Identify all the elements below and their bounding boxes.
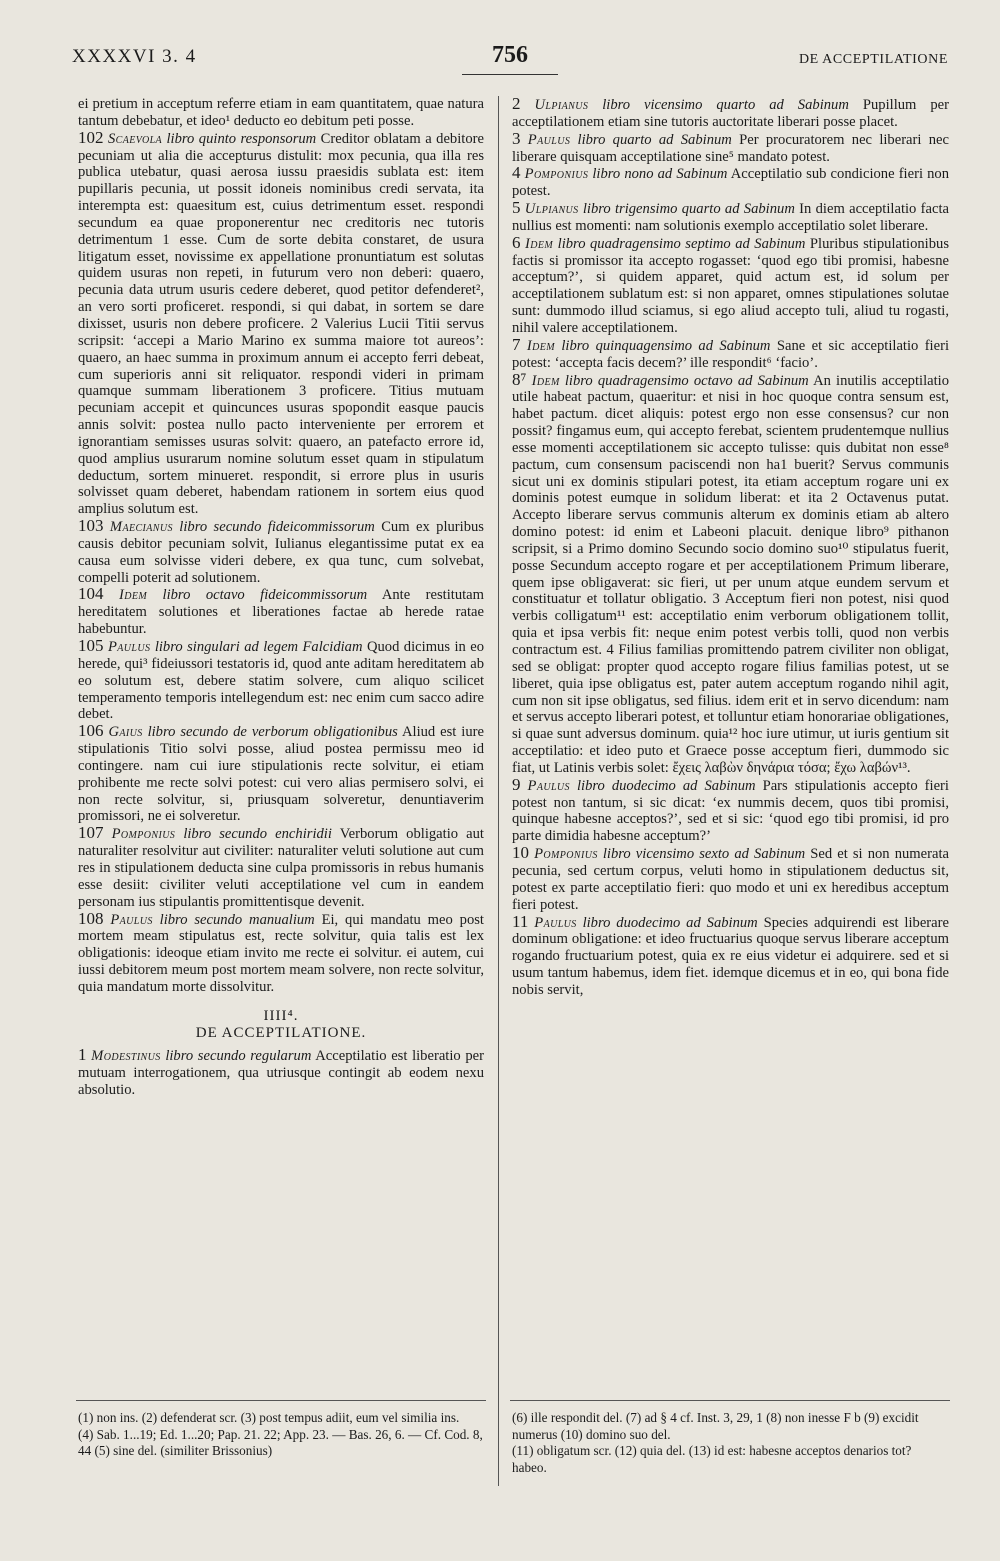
- work-citation: libro duodecimo ad Sabinum: [576, 777, 756, 794]
- work-citation: libro quarto ad Sabinum: [577, 131, 732, 148]
- jurist-name: Idem: [526, 337, 555, 354]
- fragment-number: 6: [512, 232, 521, 252]
- fragment-number: 104: [78, 584, 104, 604]
- running-title: DE ACCEPTILATIONE: [798, 52, 948, 67]
- fragment-text: Pupillum per acceptilationem etiam sine tutoris auctoritate liberari posse placet.: [512, 97, 949, 130]
- fragment-number: 8⁷: [512, 369, 527, 389]
- fragment-number: 9: [512, 774, 521, 794]
- fragment-paragraph: [512, 369, 949, 777]
- fragment-paragraph: [512, 774, 949, 845]
- fragment-number: 4: [512, 163, 521, 183]
- fragment-paragraph: [78, 908, 484, 996]
- fragment-paragraph: [512, 200, 949, 235]
- fragment-paragraph: [78, 1047, 484, 1099]
- fragment-text: Ei, qui mandatu meo post mortem meam stipulatus est, recte solvitur, quia talis est lex obligationis: ideoque etiam invito me recte ei solvitur. ei autem, cui iussi debitorem meum post mortem meam solvere, non recte solvitur, quia mandatum morte dissolvitur.: [78, 911, 484, 995]
- jurist-name: Modestinus: [91, 1048, 161, 1065]
- fragment-paragraph: [512, 96, 949, 131]
- fragment-text: Pluribus stipulationibus factis si promissor ita accepto rogasset: ‘quod ego tibi promisi, habesne acceptum?’, si quidem apparet, quid actum est, id solum per acceptilationem sublatum est: si non apparet, omnes stipulationes solutae sunt: dummodo illud sciamus, si ego aliud accepto tuli, aliud tu rogasti, nihil valere acceptilationem.: [512, 235, 949, 336]
- fragment-text: Verborum obligatio aut naturaliter resolvitur aut civiliter: naturaliter veluti solutione aut cum res in stipulationem deducta sine culpa promissoris in rebus humanis esse desiit: civiliter veluti acceptilatione vel cum in eandem personam ius stipulantis promittentisque devenit.: [78, 826, 484, 910]
- page-number-rule: [462, 74, 558, 75]
- fragment-paragraph: [78, 586, 484, 638]
- jurist-name: Paulus: [110, 911, 153, 928]
- fragment-paragraph: [78, 96, 484, 130]
- footnote-line: (4) Sab. 1...19; Ed. 1...20; Pap. 21. 22; App. 23. — Bas. 26, 6. — Cf. Cod. 8, 44 (5) sine del. (similiter Brissonius): [78, 1426, 483, 1458]
- fragment-number: 108: [78, 908, 104, 928]
- work-citation: libro secundo fideicommissorum: [179, 519, 375, 536]
- work-citation: libro singulari ad legem Falcidiam: [154, 639, 363, 655]
- work-citation: libro trigensimo quarto ad Sabinum: [582, 201, 795, 218]
- work-citation: libro nono ad Sabinum: [592, 166, 728, 183]
- fragment-text: Pars stipulationis accepto fieri potest non tantum, si sic dicat: ‘ex nummis decem, quos tibi promisi, quinque habesne acceptos?’, sed et si sic: ‘quod ego tibi promisi, id pro parte dimidia habesne acceptum?’: [512, 777, 949, 845]
- fragment-paragraph: [512, 128, 949, 166]
- fragment-text: Cum ex pluribus causis debitor pecuniam solvit, Iulianus elegantissime putat ex ea causa eum solvisse videri debere, ex qua tunc, cum solvebat, compelli poterit ad solutionem.: [78, 519, 484, 586]
- fragment-paragraph: [512, 165, 949, 200]
- fragment-number: 106: [78, 721, 104, 741]
- work-citation: libro secundo enchiridii: [183, 826, 332, 843]
- jurist-name: Idem: [531, 372, 560, 389]
- fragment-number: 2: [512, 96, 521, 113]
- fragment-text: Acceptilatio est liberatio per mutuam interrogationem, qua utriusque contingit ab eodem nexu absolutio.: [78, 1048, 484, 1099]
- jurist-name: Maecianus: [109, 519, 173, 536]
- jurist-name: Paulus: [527, 131, 571, 148]
- fragment-paragraph: [78, 638, 484, 723]
- fragment-text: Sed et si non numerata pecunia, sed certum corpus, veluti homo in stipulationem deductus sit, potest ex parte acceptilatio fieri: quo modo et uni ex heredibus acceptum fieri potest.: [512, 846, 949, 913]
- fragment-paragraph: [78, 825, 484, 910]
- fragment-number: 105: [78, 636, 104, 655]
- fragment-paragraph: [78, 518, 484, 586]
- fragment-number: 102: [78, 127, 104, 147]
- fragment-paragraph: [512, 232, 949, 337]
- fragment-text: Aliud est iure stipulationis Titio solvi posse, aliud postea permissu meo id contingere. nam cui iure stipulationis recte solvitur, ei etiam prohibente me recte solvi potest: cui vero alias permisero solvi, ei non recte solvitur, si, priusquam solveretur, denuntiaverim promissori, ne ei solveretur.: [78, 724, 484, 825]
- footnotes-right: [512, 1410, 949, 1476]
- jurist-name: Paulus: [527, 777, 570, 794]
- fragment-text: In diem acceptilatio facta nullius est momenti: nam solutionis exemplo acceptilatio solet liberare.: [512, 201, 949, 234]
- work-citation: libro vicensimo quarto ad Sabinum: [602, 97, 849, 113]
- fragment-text: Per procuratorem nec liberari nec liberare quisquam acceptilatione sine⁵ mandato potest.: [512, 131, 949, 165]
- fragment-text: Ante restitutam hereditatem solutiones et liberationes factae ab herede ratae habebuntur.: [78, 587, 484, 638]
- fragment-text: Quod dicimus in eo herede, qui³ fideiussori testatoris id, quod ante aditam hereditatem ab eo solutum est, debere statim solvere, cum aliquo scilicet temperamento temporis intellegendum est: nec enim cum sacco adire debet.: [78, 639, 484, 723]
- fragment-number: 107: [78, 823, 104, 843]
- page-number: 756: [492, 42, 528, 68]
- footnote-rule-right: [510, 1400, 950, 1401]
- section-title: DE ACCEPTILATIONE.: [195, 1024, 367, 1041]
- fragment-number: 3: [512, 128, 521, 148]
- fragment-paragraph: [78, 723, 484, 825]
- fragment-number: 5: [512, 198, 521, 218]
- fragment-text: Species adquirendi est liberare dominum obligatione: et ideo fructuarius quoque servus liberare acceptum rogando fructuarium potest, quia ex re eius videtur ei adquirere. sed et si usum tantum habemus, idem fiet. idemque dicemus et in eo, qui bona fide nobis servit,: [512, 914, 949, 998]
- fragment-text: Creditor oblatam a debitore pecuniam ut alia die accepturus distulit: mox pecunia, qua illa res publica utebatur, quasi aerosa iussu praesidis sublata est: item pupillaris pecunia, ut possit idoneis nominibus credi servata, ita interempta est: quaesitum est, cuius detrimentum esset. respondi secundum ea quae proponerentur nec creditoris nec tutoris detrimentum 1 esse. Cum de sorte debita constaret, de usura litigatum esset, novissime ex appellatione pronuntiatum est solutas quidem usuras non repeti, in futurum vero non deberi: quaero, pecunia data utrum usuris cedere deberet, quod petitor defenderet², an vero sorti proficeret. respondi, si qui dabat, in sortem se dare dixisset, usuris non debere proficere. 2 Valerius Lucii Titii servus scripsit: ‘accepi a Mario Marino ex summa maiore tot aureos’: quaero, an haec summa in proximum annum ei accepto ferri debeat, cum superioris anni sit reliquator. respondi videri in primam quamque summam liberationem 3 proficere. Titius mutuam pecuniam accepit et quincunces usuras spopondit easque paucis annis solvit: postea nullo pacto interveniente per errorem et ignorantiam semisses usuras solvit: quaero, an patefacto errore id, quod amplius usurarum nomine solutum esset quam in stipulatum deductum, sortem minueret. respondit, si errore plus in usuris solvisset quam deberet, habendam rationem in sortem eius quod amplius solutum est.: [78, 130, 484, 518]
- jurist-name: Pomponius: [524, 166, 589, 183]
- work-citation: libro quinquagensimo ad Sabinum: [561, 337, 771, 354]
- work-citation: libro octavo fideicommissorum: [162, 587, 368, 604]
- fragment-paragraph: [78, 127, 484, 518]
- page-header: [0, 42, 1000, 76]
- left-after-title-paragraphs: [78, 1047, 484, 1099]
- work-citation: libro duodecimo ad Sabinum: [582, 914, 758, 931]
- right-column: [512, 96, 949, 1388]
- footnote-line: (11) obligatum scr. (12) quia del. (13) id est: habesne acceptos denarios tot? habeo.: [512, 1443, 912, 1475]
- work-citation: libro vicensimo sexto ad Sabinum: [602, 846, 806, 863]
- work-citation: libro secundo de verborum obligationibus: [147, 724, 398, 741]
- jurist-name: Idem: [118, 587, 148, 604]
- jurist-name: Scaevola: [107, 130, 163, 147]
- work-citation: libro quadragensimo septimo ad Sabinum: [557, 235, 806, 252]
- column-divider: [498, 96, 499, 1486]
- fragment-number: 103: [78, 516, 104, 536]
- left-column: [78, 96, 484, 1388]
- work-citation: libro secundo regularum: [165, 1048, 312, 1065]
- footnotes-left: [78, 1410, 484, 1460]
- jurist-name: Ulpianus: [534, 97, 589, 113]
- footnote-line: (1) non ins. (2) defenderat scr. (3) post tempus adiit, eum vel similia ins.: [78, 1410, 460, 1425]
- left-paragraphs: [78, 96, 484, 996]
- fragment-number: 11: [512, 911, 529, 931]
- fragment-number: 7: [512, 334, 521, 354]
- book-section-ref: XXXXVI 3. 4: [72, 46, 197, 67]
- fragment-number: 1: [78, 1045, 87, 1065]
- jurist-name: Idem: [525, 235, 554, 252]
- footnote-line: (6) ille respondit del. (7) ad § 4 cf. Inst. 3, 29, 1 (8) non inesse F b (9) excidit numerus (10) domino suo del.: [512, 1410, 919, 1442]
- fragment-paragraph: [512, 845, 949, 913]
- work-citation: libro quinto responsorum: [166, 130, 317, 147]
- fragment-text: An inutilis acceptilatio utile habeat pactum, quaeritur: et nisi in hoc quoque contra sensum est, habet pactum. dicet aliquis: potest ergo non esse consensus? cur non possit? fingamus eum, qui accepto ferebat, scientem prudentemque nullius esse momenti acceptilationem sic accepto tulisse: quis dubitat non esse⁸ pactum, cum consensum paciscendi non ha1 buerit? Servus communis sicut uni ex dominis stipulari potest, ita etiam acceptum rogare uni ex dominis potest eumque in solidum liberat: et ita 2 Octavenus putat. Accepto liberare servus communis alterum ex dominis etiam ab altero domino potest: id enim et Labeoni placuit. denique libro⁹ pithanon scripsit, si a Primo domino Secundo socio domino suo¹⁰ stipulatus fuerit, posse Secundum accepto rogare et per acceptilationem Primum liberare, quem ipse obligaverat: sic fieri, ut per unum atque eundem servum et constituatur et tollatur obligatio. 3 Acceptum fieri non potest, nisi quod verbis colligatum¹¹ est: acceptilatio enim verborum obligationem tollit, quia et ipsa verbis fit: neque enim potest verbis tolli, quod non verbis contractum est. 4 Filius familias promittendo patrem civiliter non obligat, sed se obligat: propter quod accepto rogare filius familias potest, ut se liberet, quia ipse obligatus est, pater autem acceptum rogando nihil agit, cum non sit ipse obligatus, sed filius. idem erit et in servo dicendum: nam et servus accepto liberari potest, et tolluntur etiam honorariae obligationes, si quae sunt adversus dominum. quia¹² hoc iure utimur, ut iuris gentium sit acceptilatio: et ideo puto et Graece posse acceptum fieri, dummodo sic fiat, ut Latinis verbis solet: ἔχεις λαβὼν δηνάρια τόσα; ἔχω λαβών¹³.: [512, 372, 949, 776]
- jurist-name: Paulus: [534, 914, 577, 931]
- jurist-name: Ulpianus: [524, 201, 579, 218]
- fragment-paragraph: [512, 334, 949, 372]
- jurist-name: Pomponius: [111, 826, 176, 843]
- jurist-name: Gaius: [108, 724, 143, 741]
- work-citation: libro secundo manualium: [159, 911, 315, 928]
- jurist-name: Paulus: [107, 639, 151, 655]
- fragment-number: 10: [512, 843, 529, 863]
- right-paragraphs: [512, 96, 949, 999]
- fragment-text: Acceptilatio sub condicione fieri non potest.: [512, 166, 949, 200]
- footnote-rule-left: [76, 1400, 486, 1401]
- section-number: IIII⁴.: [263, 1007, 299, 1024]
- fragment-text: Sane et sic acceptilatio fieri potest: ‘accepta facis decem?’ ille respondit⁶ ‘facio’.: [512, 337, 949, 371]
- work-citation: libro quadragensimo octavo ad Sabinum: [564, 372, 809, 389]
- jurist-name: Pomponius: [534, 846, 598, 863]
- fragment-paragraph: [512, 911, 949, 999]
- fragment-text: ei pretium in acceptum referre etiam in eam quantitatem, quae natura tantum debebatur, et ideo¹ deducto eo debitum peti posse.: [78, 96, 484, 129]
